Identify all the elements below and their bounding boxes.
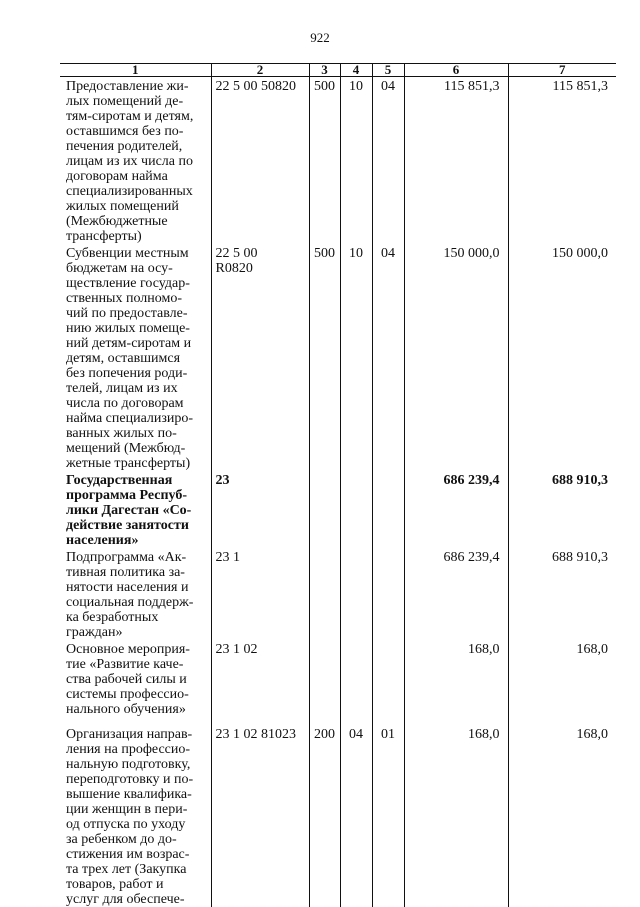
table-header-row (60, 64, 616, 77)
row-value-6: 168,0 (404, 640, 508, 725)
row-name: Подпрограмма «Ак- тивная политика за- нятости населения и социальная поддерж- ка безработных граждан» (60, 548, 211, 640)
row-col-4 (340, 471, 372, 548)
row-name: Субвенции местным бюджетам на осу- ществление государ- ственных полномо- чий по предоставле- нию жилых помеще- ний детям-сиротам и детям, оставшимся без попечения роди- телей, лицам из их числа по договорам найма специализиро- ванных жилых по- мещений (Межбюд- жетные трансферты) (60, 244, 211, 471)
column-header-1: 1 (60, 64, 211, 77)
table-body (60, 77, 616, 907)
row-code: 22 5 00 R0820 (211, 244, 309, 471)
table-row (60, 725, 616, 907)
row-col-5 (372, 640, 404, 725)
row-name: Государственная программа Респуб- лики Дагестан «Со- действие занятости населения» (60, 471, 211, 548)
column-header-4: 4 (340, 64, 372, 77)
row-col-5: 04 (372, 244, 404, 471)
row-value-7: 688 910,3 (508, 471, 616, 548)
row-col-4: 04 (340, 725, 372, 907)
row-col-3: 200 (309, 725, 340, 907)
row-code: 23 1 02 81023 (211, 725, 309, 907)
column-header-3: 3 (309, 64, 340, 77)
table-row (60, 244, 616, 471)
row-col-5: 01 (372, 725, 404, 907)
row-code: 23 1 (211, 548, 309, 640)
row-col-5 (372, 548, 404, 640)
row-name: Основное мероприя- тие «Развитие каче- ства рабочей силы и системы профессио- нального обучения» (60, 640, 211, 725)
row-code: 23 (211, 471, 309, 548)
budget-table (60, 63, 616, 907)
row-col-4: 10 (340, 244, 372, 471)
row-name: Предоставление жи- лых помещений де- тям-сиротам и детям, оставшимся без по- печения родителей, лицам из их числа по договорам найма специализированных жилых помещений (Межбюджетные трансферты) (60, 77, 211, 245)
column-header-2: 2 (211, 64, 309, 77)
table-row (60, 77, 616, 245)
row-value-6: 686 239,4 (404, 548, 508, 640)
table-row (60, 471, 616, 548)
row-name: Организация направ- ления на профессио- нальную подготовку, переподготовку и по- вышение квалифика- ции женщин в пери- од отпуска по уходу за ребенком до до- стижения им возрас- та трех лет (Закупка товаров, работ и услуг для обеспече- (60, 725, 211, 907)
row-code: 23 1 02 (211, 640, 309, 725)
row-value-7: 115 851,3 (508, 77, 616, 245)
table-row (60, 548, 616, 640)
row-value-7: 168,0 (508, 640, 616, 725)
row-value-6: 115 851,3 (404, 77, 508, 245)
row-col-3 (309, 548, 340, 640)
row-code: 22 5 00 50820 (211, 77, 309, 245)
row-col-3 (309, 640, 340, 725)
column-header-6: 6 (404, 64, 508, 77)
row-col-5 (372, 471, 404, 548)
row-value-6: 686 239,4 (404, 471, 508, 548)
column-header-5: 5 (372, 64, 404, 77)
column-header-7: 7 (508, 64, 616, 77)
row-col-3: 500 (309, 244, 340, 471)
row-value-6: 150 000,0 (404, 244, 508, 471)
row-col-4: 10 (340, 77, 372, 245)
table-row (60, 640, 616, 725)
row-col-4 (340, 640, 372, 725)
row-value-7: 150 000,0 (508, 244, 616, 471)
row-col-3 (309, 471, 340, 548)
row-value-7: 168,0 (508, 725, 616, 907)
row-col-3: 500 (309, 77, 340, 245)
page-number: 922 (0, 30, 640, 46)
row-value-7: 688 910,3 (508, 548, 616, 640)
row-col-5: 04 (372, 77, 404, 245)
row-value-6: 168,0 (404, 725, 508, 907)
row-col-4 (340, 548, 372, 640)
